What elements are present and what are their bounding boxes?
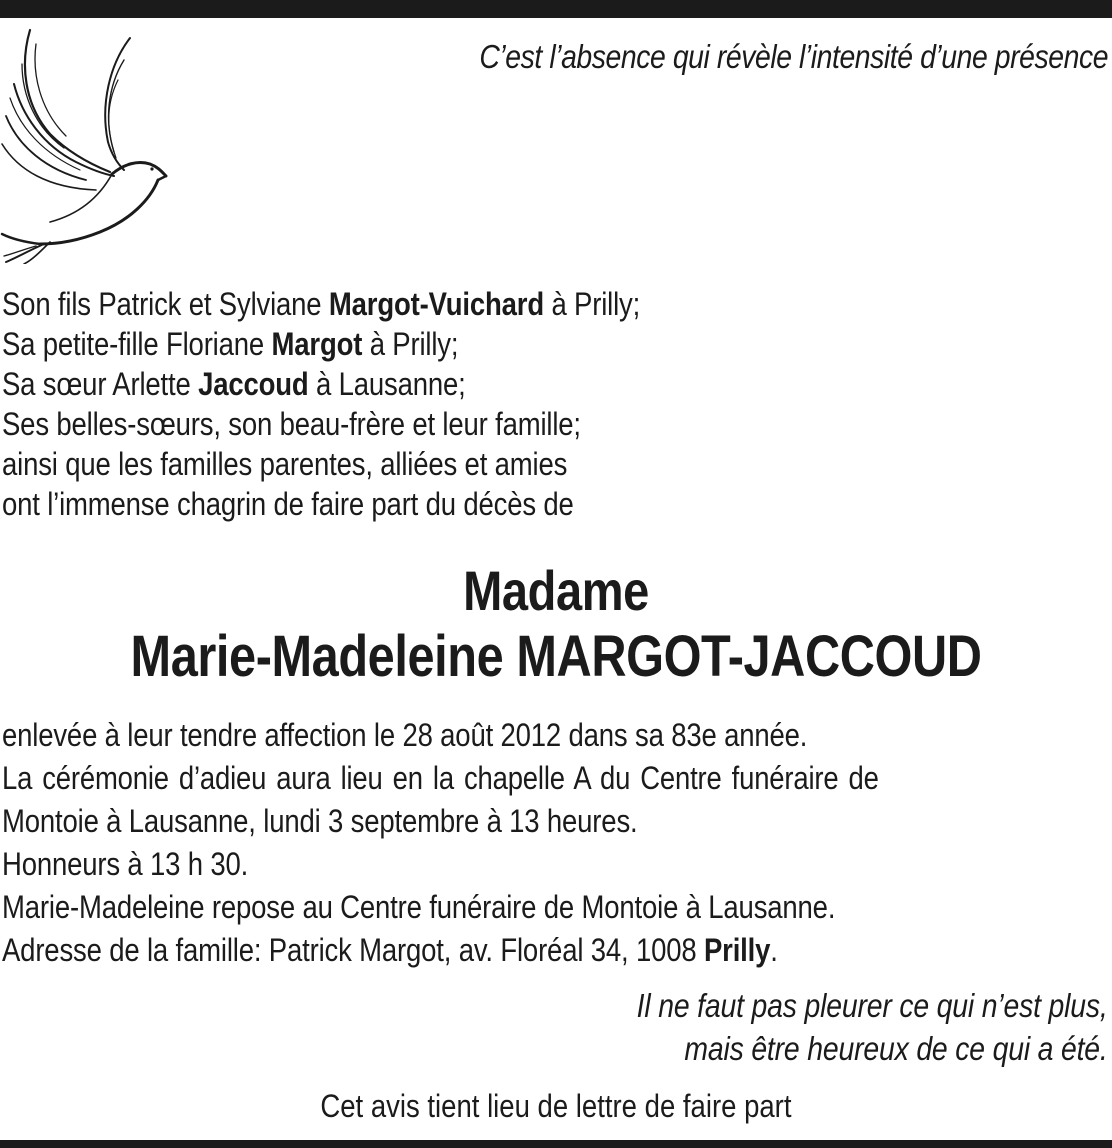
closing-quote-line: Il ne faut pas pleurer ce qui n’est plus, — [637, 987, 1108, 1024]
epigraph-quote: C’est l’absence qui révèle l’intensité d’une présence — [479, 38, 1108, 75]
closing-quote — [560, 984, 1108, 1070]
family-line: ont l’immense chagrin de faire part du décès de — [2, 486, 574, 522]
detail-line: Marie-Madeleine repose au Centre funéraire de Montoie à Lausanne. — [2, 889, 836, 925]
deceased-name-block — [0, 558, 1112, 690]
family-announcement — [2, 284, 744, 524]
bottom-border-rule — [0, 1140, 1112, 1148]
notice-text: Cet avis tient lieu de lettre de faire part — [320, 1088, 792, 1124]
detail-line: Adresse de la famille: Patrick Margot, av. Floréal 34, 1008 Prilly. — [2, 932, 778, 968]
family-line: Sa petite-fille Floriane Margot à Prilly; — [2, 326, 459, 362]
family-line: Ses belles-sœurs, son beau-frère et leur famille; — [2, 406, 581, 442]
detail-line: Montoie à Lausanne, lundi 3 septembre à 13 heures. — [2, 803, 638, 839]
detail-line: enlevée à leur tendre affection le 28 août 2012 dans sa 83e année. — [2, 717, 808, 753]
family-line: ainsi que les familles parentes, alliées et amies — [2, 446, 568, 482]
top-border-rule — [0, 0, 1112, 18]
family-line: Son fils Patrick et Sylviane Margot-Vuichard à Prilly; — [2, 286, 641, 322]
notice-footer — [0, 1086, 1112, 1126]
detail-line: La cérémonie d’adieu aura lieu en la chapelle A du Centre funéraire de — [2, 760, 879, 796]
detail-line: Honneurs à 13 h 30. — [2, 846, 249, 882]
dove-icon — [0, 24, 172, 264]
deceased-name: Marie-Madeleine MARGOT-JACCOUD — [130, 624, 982, 689]
deceased-honorific: Madame — [463, 559, 649, 622]
closing-quote-line: mais être heureux de ce qui a été. — [684, 1030, 1108, 1067]
ceremony-details — [2, 714, 1024, 972]
family-line: Sa sœur Arlette Jaccoud à Lausanne; — [2, 366, 466, 402]
